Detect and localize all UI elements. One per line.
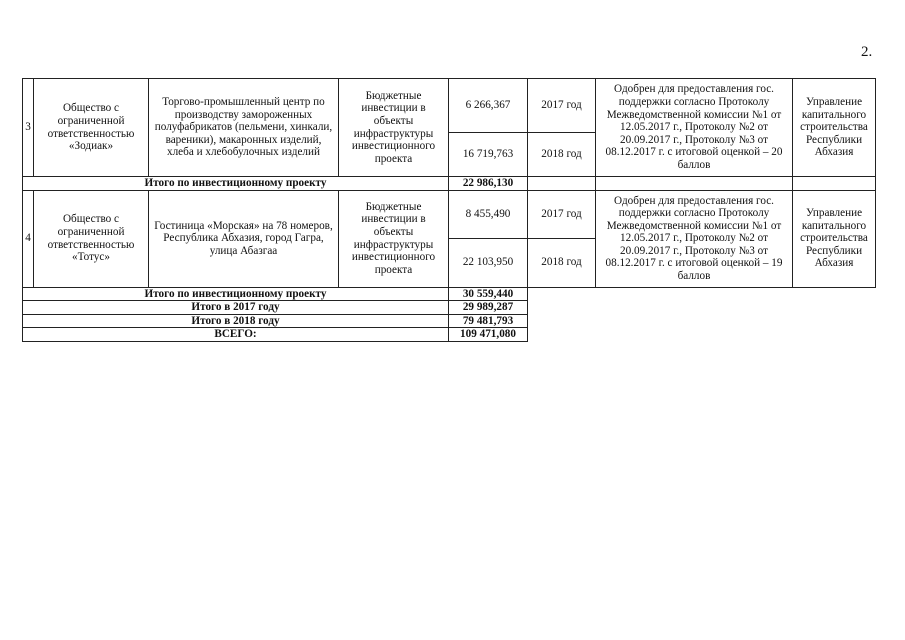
table-row — [23, 190, 876, 238]
project-total-label: Итого по инвестиционному проекту — [23, 287, 449, 301]
year-cell: 2017 год — [528, 79, 596, 133]
project-total-row — [23, 287, 876, 301]
year-cell: 2017 год — [528, 190, 596, 238]
summary-row — [23, 328, 876, 342]
project-total-label: Итого по инвестиционному проекту — [23, 177, 449, 191]
summary-row — [23, 301, 876, 315]
recipient-org: Управление капитального строительства Республики Абхазия — [793, 79, 876, 177]
empty-cell — [596, 177, 793, 191]
company-name: Общество с ограниченной ответственностью «Тотус» — [34, 190, 149, 287]
empty-cell — [793, 177, 876, 191]
grand-total-value: 109 471,080 — [449, 328, 528, 342]
summary-label: Итого в 2017 году — [23, 301, 449, 315]
project-description: Гостиница «Морская» на 78 номеров, Республика Абхазия, город Гагра, улица Абазгаа — [149, 190, 339, 287]
summary-row — [23, 314, 876, 328]
funding-source: Бюджетные инвестиции в объекты инфраструктуры инвестиционного проекта — [339, 190, 449, 287]
project-number: 3 — [23, 79, 34, 177]
project-total-row — [23, 177, 876, 191]
amount-cell: 6 266,367 — [449, 79, 528, 133]
amount-cell: 22 103,950 — [449, 238, 528, 287]
empty-cell — [528, 177, 596, 191]
page-number: 2. — [861, 44, 873, 60]
year-cell: 2018 год — [528, 238, 596, 287]
year-cell: 2018 год — [528, 133, 596, 177]
summary-label: Итого в 2018 году — [23, 314, 449, 328]
grand-total-label: ВСЕГО: — [23, 328, 449, 342]
amount-cell: 8 455,490 — [449, 190, 528, 238]
amount-cell: 16 719,763 — [449, 133, 528, 177]
project-total-value: 22 986,130 — [449, 177, 528, 191]
company-name: Общество с ограниченной ответственностью «Зодиак» — [34, 79, 149, 177]
decision-text: Одобрен для предоставления гос. поддержки согласно Протоколу Межведомственной комиссии №1 от 12.05.2017 г., Протоколу №2 от 20.09.2017 г., Протоколу №3 от 08.12.2017 г. с итоговой оценкой – 19 баллов — [596, 190, 793, 287]
project-number: 4 — [23, 190, 34, 287]
table-row — [23, 79, 876, 133]
summary-value: 29 989,287 — [449, 301, 528, 315]
recipient-org: Управление капитального строительства Республики Абхазия — [793, 190, 876, 287]
project-description: Торгово-промышленный центр по производству замороженных полуфабрикатов (пельмени, хинкали, вареники), макаронных изделий, хлеба и хлебобулочных изделий — [149, 79, 339, 177]
summary-value: 79 481,793 — [449, 314, 528, 328]
funding-source: Бюджетные инвестиции в объекты инфраструктуры инвестиционного проекта — [339, 79, 449, 177]
project-total-value: 30 559,440 — [449, 287, 528, 301]
decision-text: Одобрен для предоставления гос. поддержки согласно Протоколу Межведомственной комиссии №1 от 12.05.2017 г., Протоколу №2 от 20.09.2017 г., Протоколу №3 от 08.12.2017 г. с итоговой оценкой – 20 баллов — [596, 79, 793, 177]
investment-table — [22, 78, 876, 342]
